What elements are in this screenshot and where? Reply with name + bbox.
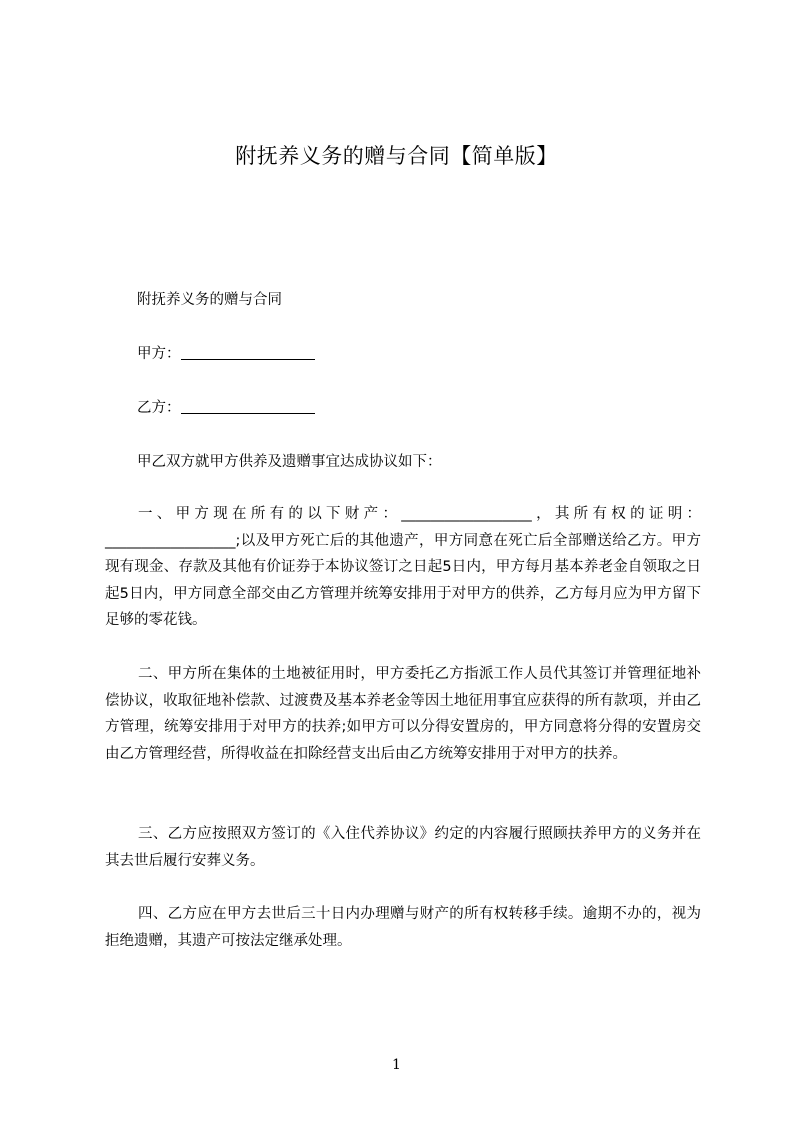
party-b-label: 乙方：	[137, 400, 181, 416]
party-b-blank	[181, 399, 315, 414]
party-a-blank	[181, 345, 315, 360]
contract-subtitle: 附抚养义务的赠与合同	[137, 292, 282, 308]
party-a-label: 甲方：	[137, 346, 181, 362]
page-number: 1	[392, 1057, 401, 1073]
intro-text: 甲乙双方就甲方供养及遗赠事宜达成协议如下：	[137, 454, 442, 470]
document-title: 附抚养义务的赠与合同【简单版】	[235, 144, 558, 168]
party-a-line	[137, 343, 315, 365]
clause-1: 一、甲方现在所有的以下财产：__________________，其所有权的证明：__________________;以及甲方死亡后的其他遗产，甲方同意在死亡后全部赠送给乙方。甲方现有现金、存款及其他有价证券于本协议签订之日起5日内，甲方每月基本养老金自领取之日起5日内，甲方同意全部交由乙方管理并统筹安排用于对甲方的供养，乙方每月应为甲方留下足够的零花钱。	[105, 506, 701, 628]
clause-2: 二、甲方所在集体的土地被征用时，甲方委托乙方指派工作人员代其签订并管理征地补偿协议，收取征地补偿款、过渡费及基本养老金等因土地征用事宜应获得的所有款项，并由乙方管理，统筹安排用于对甲方的扶养;如甲方可以分得安置房的，甲方同意将分得的安置房交由乙方管理经营，所得收益在扣除经营支出后由乙方统筹安排用于对甲方的扶养。	[105, 666, 701, 762]
clause-4: 四、乙方应在甲方去世后三十日内办理赠与财产的所有权转移手续。逾期不办的，视为拒绝遗赠，其遗产可按法定继承处理。	[105, 906, 701, 949]
party-b-line	[137, 397, 315, 419]
clause-3: 三、乙方应按照双方签订的《入住代养协议》约定的内容履行照顾扶养甲方的义务并在其去世后履行安葬义务。	[105, 826, 701, 869]
